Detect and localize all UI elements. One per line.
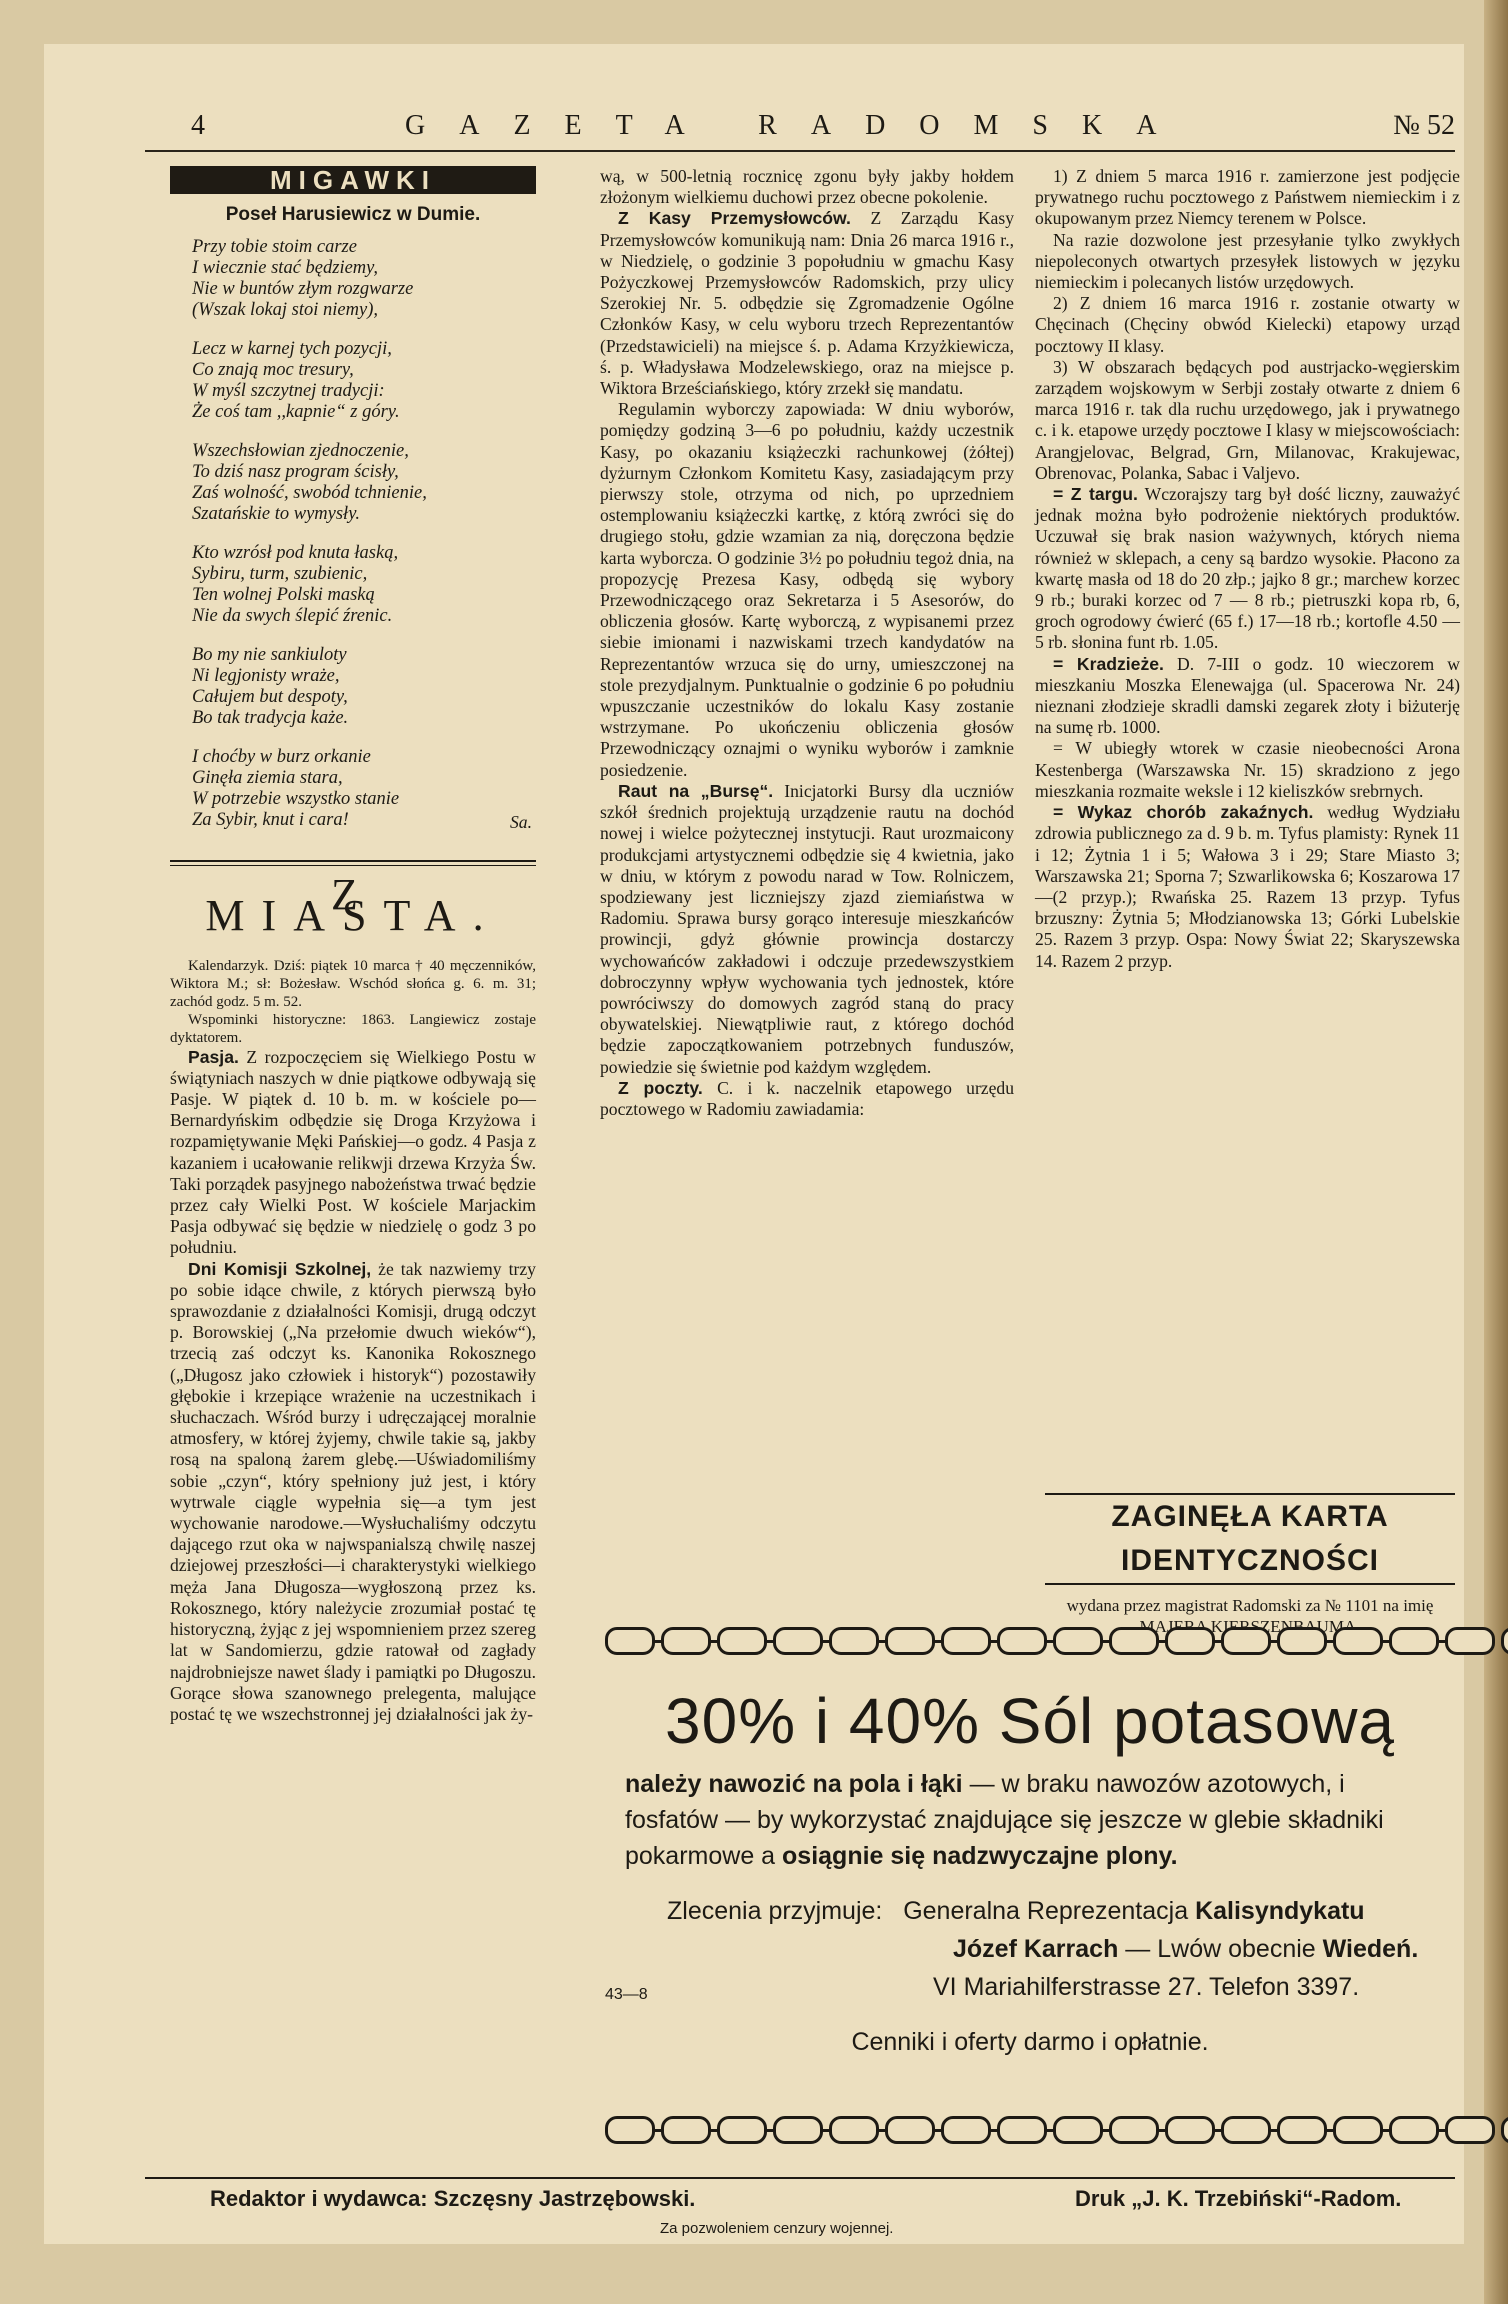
poem-line: Wszechsłowian zjednoczenie,: [192, 441, 409, 462]
article-lead: Z Kasy Przemysłowców.: [618, 208, 851, 229]
poem-line: I wiecznie stać będziemy,: [192, 258, 378, 279]
article-kasa: [600, 208, 1014, 399]
chain-link: [773, 2116, 823, 2144]
chain-link: [997, 1627, 1047, 1655]
chain-link: [1445, 2116, 1495, 2144]
chain-link: [1221, 1627, 1271, 1655]
column-right: [1035, 166, 1460, 972]
ad-orders-bold: Józef Karrach: [953, 1935, 1119, 1963]
page-number: 4: [191, 110, 205, 141]
post-item: 1) Z dniem 5 marca 1916 r. zamierzone jest podjęcie prywatnego ruchu pocztowego z Państwem niemieckim i z okupowanym przez Niemcy terenem w Polsce.: [1035, 166, 1460, 229]
chain-link: [717, 2116, 767, 2144]
editor-credit: Redaktor i wydawca: Szczęsny Jastrzębowski.: [210, 2186, 696, 2211]
article-lead: Dni Komisji Szkolnej,: [188, 1258, 372, 1279]
ad-orders-bold: Wiedeń.: [1322, 1935, 1419, 1963]
article-text: według Wydziału zdrowia publicznego za d. 9 b. m. Tyfus plamisty: Rynek 11 i 12; Żytnia 1 i 5; Wałowa 3 i 29; Stare Miasto 3; Warszawska 21; Sporna 7; Szwarlikowska 6; Koszarowa 17—(2 przyp.); Rwańska 25. Razem 13 przyp. Tyfus brzuszny: Żytnia 5; Młodzianowska 13; Górki Lubelskie 25. Razem 3 przyp. Ospa: Nowy Świat 22; Skaryszewska 14. Razem 2 przyp.: [1035, 802, 1460, 971]
ad-body-text: — w braku nawozów azotowych, i fosfatów — by wykorzystać znajdujące się jeszcze w glebie składniki pokarmowe a: [625, 1770, 1384, 1870]
article-text: Z Zarządu Kasy Przemysłowców komunikują nam: Dnia 26 marca 1916 r., w Niedzielę, o godzinie 3 popołudniu w gmachu Kasy Pożyczkowej Przemysłowców Radomskich, przy ulicy Szerokiej Nr. 5. odbędzie się Zgromadzenie Ogólne Członków Kasy, w celu wyboru trzech Reprezentantów (Przedstawicieli) na miejsce ś. p. Adama Krzyżkiewicza, ś. p. Władysława Modzelewskiego, oraz na miejsce p. Wiktora Brześciańskiego, który zrzekł się mandatu.: [600, 208, 1015, 399]
poem-line: Bo tak tradycja każe.: [192, 708, 349, 729]
poem-line: Przy tobie stoim carze: [192, 237, 357, 258]
ad-orders-text: Generalna Reprezentacja: [903, 1897, 1196, 1925]
poem-line: Bo my nie sankiuloty: [192, 645, 347, 666]
chain-link: [1333, 1627, 1383, 1655]
ad-orders-line: VI Mariahilferstrasse 27. Telefon 3397.: [933, 1973, 1360, 2001]
chain-link: [1109, 1627, 1159, 1655]
chain-border-top: [605, 1624, 1455, 1658]
lost-card-notice: [1045, 1493, 1455, 1637]
article-regulamin: Regulamin wyborczy zapowiada: W dniu wyborów, pomiędzy godziną 3—6 po południu, każdy uczestnik Kasy, po okazaniu książeczki rachunkowej (żółtej) dyżurnym Członkom Komitetu Kasy, zasiadającym przy pierwszy stole, otrzyma od nich, po uprzedniem ostemplowaniu książeczki kartkę, z którą zwróci się do drugiego stołu, gdzie wzamian za nią, doręczona będzie karta wyborcza. O godzinie 3½ po południu tegoż dnia, na propozycję Prezesa Kasy, odbędą się wybory Przewodniczącego oraz Sekretarza i 5 Asesorów, do obliczenia głosów. Kartę wyborczą, z wypisanemi przez siebie imionami i nazwiskami trzech kandydatów na Reprezentantów wrzuca się do urny, umieszczonej na stole prezydjalnym. Punktualnie o godzinie 6 po południu wpuszczanie uczestników do lokalu Kasy zostanie wstrzymane. Po ukończeniu obliczenia głosów Przewodniczący oznajmi o wyniku wyborów i zamknie posiedzenie.: [600, 399, 1014, 780]
poem-line: Kto wzrósł pod knuta łaską,: [192, 543, 399, 564]
poem-stanza: [192, 543, 536, 627]
newspaper-title: GAZETA RADOMSKA: [405, 110, 1191, 141]
censorship-note: Za pozwoleniem cenzury wojennej.: [660, 2220, 894, 2237]
issue-number: № 52: [1393, 110, 1455, 141]
chain-link: [1165, 1627, 1215, 1655]
poem-stanza: [192, 339, 536, 423]
post-item: 3) W obszarach będących pod austrjacko-węgierskim zarządem wojskowym w Serbji zostały otwarte z dniem 6 marca 1916 r. tak dla ruchu urzędowego, jak i prywatnego c. i k. etapowe urzędy pocztowe I klasy w miejscowościach: Arangjelovac, Belgrad, Grn, Milanovac, Krakujewac, Obrenovac, Polanka, Sabac i Valjevo.: [1035, 356, 1460, 483]
poem-line: W potrzebie wszystko stanie: [192, 789, 400, 810]
footer-divider: [145, 2177, 1455, 2179]
chain-border-bottom: [605, 2113, 1455, 2147]
article-lead: Pasja.: [188, 1046, 239, 1067]
article-lead: = Z targu.: [1053, 484, 1138, 505]
page-header: [145, 110, 1455, 152]
poem-line: Lecz w karnej tych pozycji,: [192, 339, 392, 360]
chain-link: [1109, 2116, 1159, 2144]
section-divider: [170, 860, 536, 866]
article-text: D. 7-III o godz. 10 wieczorem w mieszkaniu Moszka Elenewajga (ul. Spacerowa Nr. 24) nieznani złodzieje skradli damski zegarek złoty i biżuterję na sumę rb. 1000.: [1035, 653, 1460, 738]
article-poczty: [600, 1078, 1014, 1120]
chain-link: [605, 1627, 655, 1655]
chain-link: [1053, 2116, 1103, 2144]
article-continuation: wą, w 500-letnią rocznicę zgonu były jakby hołdem złożonym wielkiemu duchowi przez obecne pokolenie.: [600, 166, 1014, 208]
article-text: Inicjatorki Bursy dla uczniów szkół średnich projektują urządzenie rautu na dochód nowej i wielce pożytecznej instytucji. Raut urozmaicony produkcjami artystycznemi odbędzie się 4 kwietnia, jako w dniu, w którym z powodu narad w Tow. Rolniczem, spodziewany jest liczniejszy zjazd ziemiaństwa w Radomiu. Sprawa bursy gorąco interesuje mieszkańców prowincji, gdyż głównie prowincja dostarczy wychowańców zakładowi i odczuje przedewszystkiem dobroczynny wpływ wychowania tych jednostek, które powróciwszy do domowych zagród staną do pracy obywatelskiej. Niewątpliwie raut, z którego dochód będzie zapoczątkowaniem potrzebnych funduszów, powiedzie się świetnie pod każdym względem.: [600, 780, 1014, 1077]
chain-link: [1333, 2116, 1383, 2144]
poem-line: Zaś wolność, swobód tchnienie,: [192, 483, 427, 504]
article-pasja: [170, 1047, 536, 1259]
column-middle: [600, 166, 1014, 1120]
article-targ: [1035, 484, 1460, 654]
ad-orders-line: [667, 1892, 1455, 1930]
poem-line: Że coś tam ,,kapnie“ z góry.: [192, 402, 400, 423]
poem-line: Ni legjonisty wraże,: [192, 666, 340, 687]
chain-link: [829, 2116, 879, 2144]
notice-title: ZAGINĘŁA KARTA IDENTYCZNOŚCI: [1045, 1493, 1455, 1585]
article-lead: = Wykaz chorób zakaźnych.: [1053, 802, 1314, 823]
ad-orders-line: [953, 1930, 1455, 1968]
article-choroby: [1035, 802, 1460, 972]
poem-line: To dziś nasz program ścisły,: [192, 462, 399, 483]
article-text: że tak nazwiemy trzy po sobie idące chwile, z których pierwszą było sprawozdanie z działalności Komisji, drugą odczyt p. Borowskiej („Na przełomie dwuch wieków“), trzecią zaś odczyt ks. Kanonika Rokosznego („Długosz jako człowiek i historyk“) pozostawiły głębokie i krzepiące wrażenie na uczestnikach i słuchaczach. Wśród burzy i udręczającej moralnie atmosfery, w której żyjemy, chwile takie są, jakby rosą na spaloną żarem glebę.—Uświadomiliśmy sobie „czyn“, który spełniony już jest, i który wytrwale ciągle wypełnia się—a tym jest wychowanie narodowe.—Wysłuchaliśmy odczytu dającego rzut oka w najwspanialszą chwilę naszej dziejowej przeszłości—i charakterystyki wielkiego męża Jana Długosza—wygłoszoną przez ks. Rokosznego, który należycie zrozumiał postać tę historyczną, żyjąc z jej wspomnieniem przez szereg lat w Sandomierzu, gdzie ratował od zagłady najdrobniejsze nawet ślady i pamiątki po Długoszu. Gorące słowa szanownego prelegenta, malujące postać tę we wszechstronnej jej działalności jak ży-: [170, 1258, 536, 1724]
article-text: Wczorajszy targ był dość liczny, zauważyć jednak można było podrożenie niektórych produktów. Uczuwał się brak nasion ważywnych, których niema również w sklepach, a ceny są bardzo wysokie. Płacono za kwartę masła od 18 do 20 złp.; jajko 8 gr.; marchew korzec 9 rb.; buraki korzec od 7 — 8 rb.; pietruszki kopa rb, 6, groch ogrodowy ćwierć (65 f.) 17—18 rb.; kortofle 4.50 —5 rb. słonina funt rb. 1.05.: [1035, 484, 1461, 653]
poem-stanza: [192, 441, 536, 525]
ad-body-bold: należy nawozić na pola i łąki: [625, 1770, 963, 1798]
poem-line: W myśl szczytnej tradycji:: [192, 381, 385, 402]
article-lead: Z poczty.: [618, 1077, 703, 1098]
poem-title: Poseł Harusiewicz w Dumie.: [225, 204, 481, 225]
column-left: [170, 166, 536, 1725]
poem-line: Całujem but despoty,: [192, 687, 348, 708]
chain-link: [1165, 2116, 1215, 2144]
history-note: Wspominki historyczne: 1863. Langiewicz zostaje dyktatorem.: [170, 1011, 536, 1046]
chain-link: [1053, 1627, 1103, 1655]
poem-line: Szatańskie to wymysły.: [192, 504, 361, 525]
chain-link: [829, 1627, 879, 1655]
chain-link: [1221, 2116, 1271, 2144]
poem-line: Ginęła ziemia stara,: [192, 768, 343, 789]
chain-link: [1389, 2116, 1439, 2144]
post-item: Na razie dozwolone jest przesyłanie tylko zwykłych niepoleconych otwartych przesyłek listowych w języku niemieckim i polecanych listów urzędowych.: [1035, 229, 1460, 293]
chain-link: [885, 2116, 935, 2144]
poem-line: (Wszak lokaj stoi niemy),: [192, 300, 378, 321]
migawki-title: MIGAWKI: [170, 166, 536, 194]
chain-link: [941, 2116, 991, 2144]
poem-line: Sybiru, turm, szubienic,: [192, 564, 368, 585]
article-komisja: [170, 1259, 536, 1725]
article-kestenberg: = W ubiegły wtorek w czasie nieobecności Arona Kestenberga (Warszawska Nr. 15) skradziono z jego mieszkania rozmaite weksle i 12 kieliszków srebrnych.: [1035, 738, 1460, 801]
poem-line: I choćby w burz orkanie: [192, 747, 371, 768]
chain-link: [605, 2116, 655, 2144]
chain-link: [1277, 2116, 1327, 2144]
article-lead: = Kradzieże.: [1053, 653, 1164, 674]
ad-headline: 30% i 40% Sól potasową: [665, 1685, 1395, 1757]
chain-link: [661, 2116, 711, 2144]
chain-link: [1389, 1627, 1439, 1655]
ad-code: 43—8: [605, 1986, 648, 2003]
notice-text: wydana przez magistrat Radomski za № 1101 na imię: [1066, 1596, 1434, 1615]
chain-link: [941, 1627, 991, 1655]
chain-link: [661, 1627, 711, 1655]
calendar-note: Kalendarzyk. Dziś: piątek 10 marca † 40 męczenników, Wiktora M.; sł: Bożesław. Wschód słońca g. 6. m. 31; zachód godz. 5 m. 52.: [170, 957, 536, 1010]
chain-link: [773, 1627, 823, 1655]
post-item: 2) Z dniem 16 marca 1916 r. zostanie otwarty w Chęcinach (Chęciny obwód Kielecki) etapowy urząd pocztowy II klasy.: [1035, 293, 1460, 356]
poem-line: Co znają moc tresury,: [192, 360, 354, 381]
chain-link: [997, 2116, 1047, 2144]
page-spine: [1484, 0, 1508, 2304]
chain-link: [885, 1627, 935, 1655]
ad-footer: Cenniki i oferty darmo i opłatnie.: [851, 2028, 1209, 2056]
ad-body-bold: osiągnie się nadzwyczajne plony.: [782, 1842, 1178, 1870]
poem-line: Nie w buntów złym rozgwarze: [192, 279, 414, 300]
article-lead: Raut na „Bursę“.: [618, 780, 774, 801]
ad-orders-bold: Kalisyndykatu: [1195, 1897, 1365, 1925]
poem-line: Za Sybir, knut i cara!: [192, 810, 349, 831]
poem-line: Ten wolnej Polski maską: [192, 585, 375, 606]
poem-signature: Sa.: [510, 812, 532, 833]
article-text: Z rozpoczęciem się Wielkiego Postu w świątyniach naszych w dnie piątkowe odbywają się Pasje. W piątek d. 10 b. m. w kościele po—Bernardyńskim odbędzie się Droga Krzyżowa i rozpamiętywanie Męki Pańskiej—o godz. 4 Pasja z kazaniem i ucałowanie relikwji drzewa Krzyża Św. Taki porządek pasyjnego nabożeństwa trwać będzie przez cały Wielki Post. W kościele Marjackim Pasja odbywać się będzie w niedzielę o godz 3 po południu.: [170, 1046, 536, 1258]
poem-line: Nie da swych ślepić źrenic.: [192, 606, 393, 627]
chain-link: [1445, 1627, 1495, 1655]
article-raut: [600, 781, 1014, 1078]
city-section-title: Z MIASTA.: [205, 870, 501, 941]
ad-orders: [605, 1892, 1455, 2006]
chain-link: [1277, 1627, 1327, 1655]
ad-orders-text: — Lwów obecnie: [1118, 1935, 1323, 1963]
poem-stanza: [192, 237, 536, 321]
poem-stanza: [192, 645, 536, 729]
article-text: C. i k. naczelnik etapowego urzędu pocztowego w Radomiu zawiadamia:: [600, 1077, 1015, 1119]
printer-credit: Druk „J. K. Trzebiński“-Radom.: [1075, 2186, 1402, 2211]
ad-orders-intro: Zlecenia przyjmuje:: [667, 1897, 883, 1925]
article-kradziez: [1035, 654, 1460, 739]
ad-body: [625, 1766, 1437, 1874]
potash-advertisement: [605, 1670, 1455, 2115]
chain-link: [717, 1627, 767, 1655]
